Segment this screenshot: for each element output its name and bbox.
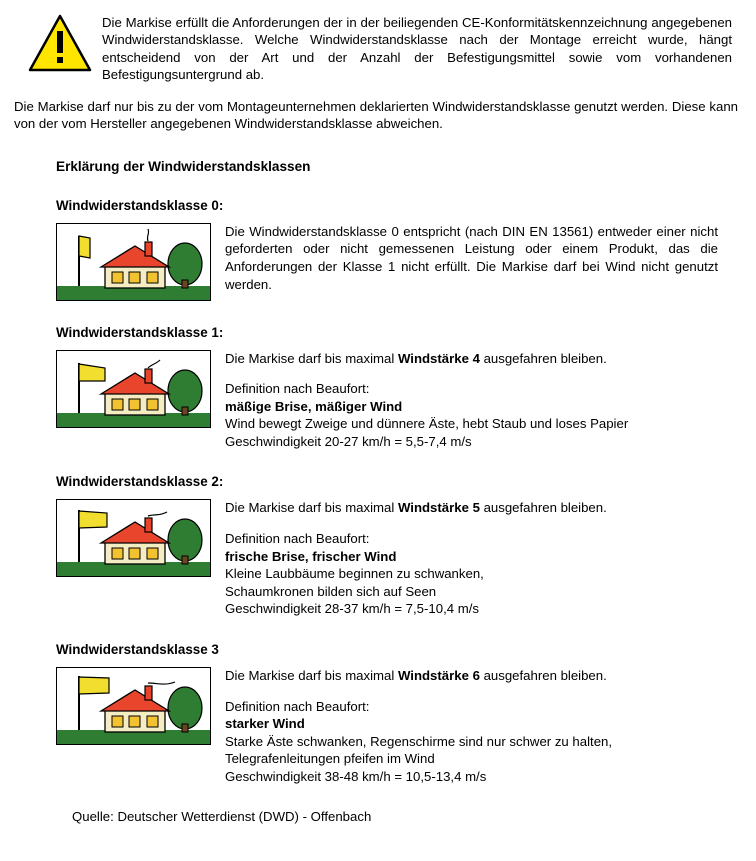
class-heading-0: Windwiderstandsklasse 0:	[56, 197, 224, 213]
class-row-3	[56, 667, 746, 785]
class-row-2	[56, 499, 746, 617]
house-with-flag-breeze-icon	[56, 350, 211, 428]
source-note: Quelle: Deutscher Wetterdienst (DWD) - Offenbach	[72, 809, 372, 825]
class-beaufort-1: Definition nach Beaufort: mäßige Brise, mäßiger Wind Wind bewegt Zweige und dünnere Äste, hebt Staub und loses Papier Geschwindigkeit 20-27 km/h = 5,5-7,4 m/s	[225, 381, 629, 449]
class-heading-3: Windwiderstandsklasse 3	[56, 641, 219, 657]
class-body-1	[225, 350, 746, 451]
class-row-1	[56, 350, 746, 451]
house-with-flag-fresh-breeze-icon	[56, 499, 211, 577]
class-row-0	[56, 223, 746, 301]
intro-paragraph: Die Markise darf nur bis zu der vom Montageunternehmen deklarierten Windwiderstandsklasse genutzt werden. Diese kann von der vom Hersteller angegebenen Windwiderstandsklasse abweichen.	[14, 98, 738, 132]
class-line1-3: Die Markise darf bis maximal Windstärke 6 ausgefahren bleiben.	[225, 667, 607, 683]
warning-text: Die Markise erfüllt die Anforderungen der in der beiliegenden CE-Konformitätskennzeichnung angegebenen Windwiderstandsklasse. Welche Windwiderstandsklasse nach der Montage erreicht wurde, hängt entscheidend von der Art und der Anzahl der Befestigungsmittel sowie vom vorhandenen Befestigungsuntergrund ab.	[102, 15, 732, 83]
class-body-0	[225, 223, 746, 294]
class-body-3	[225, 667, 746, 785]
class-beaufort-3: Definition nach Beaufort: starker Wind Starke Äste schwanken, Regenschirme sind nur schwer zu halten, Telegrafenleitungen pfeifen im Wind Geschwindigkeit 38-48 km/h = 10,5-13,4 m/s	[225, 698, 613, 784]
class-line1-1: Die Markise darf bis maximal Windstärke 4 ausgefahren bleiben.	[225, 350, 607, 366]
house-with-flag-strong-wind-icon	[56, 667, 211, 745]
house-with-flag-calm-icon	[56, 223, 211, 301]
warning-block	[10, 8, 746, 84]
class-body-2	[225, 499, 746, 617]
class-beaufort-2: Definition nach Beaufort: frische Brise, frischer Wind Kleine Laubbäume beginnen zu schwanken, Schaumkronen bilden sich auf Seen Geschwindigkeit 28-37 km/h = 7,5-10,4 m/s	[225, 531, 484, 617]
section-title: Erklärung der Windwiderstandsklassen	[56, 158, 311, 174]
class-description-0: Die Windwiderstandsklasse 0 entspricht (nach DIN EN 13561) entweder einer nicht geforderten oder nicht gemessenen Leistung oder einem Produkt, das die Anforderungen der Klasse 1 nicht erfüllt. Die Markise darf bei Wind nicht genutzt werden.	[225, 223, 718, 292]
class-heading-1: Windwiderstandsklasse 1:	[56, 324, 224, 340]
warning-triangle-icon	[28, 14, 92, 72]
class-heading-2: Windwiderstandsklasse 2:	[56, 474, 224, 490]
class-line1-2: Die Markise darf bis maximal Windstärke 5 ausgefahren bleiben.	[225, 500, 607, 516]
